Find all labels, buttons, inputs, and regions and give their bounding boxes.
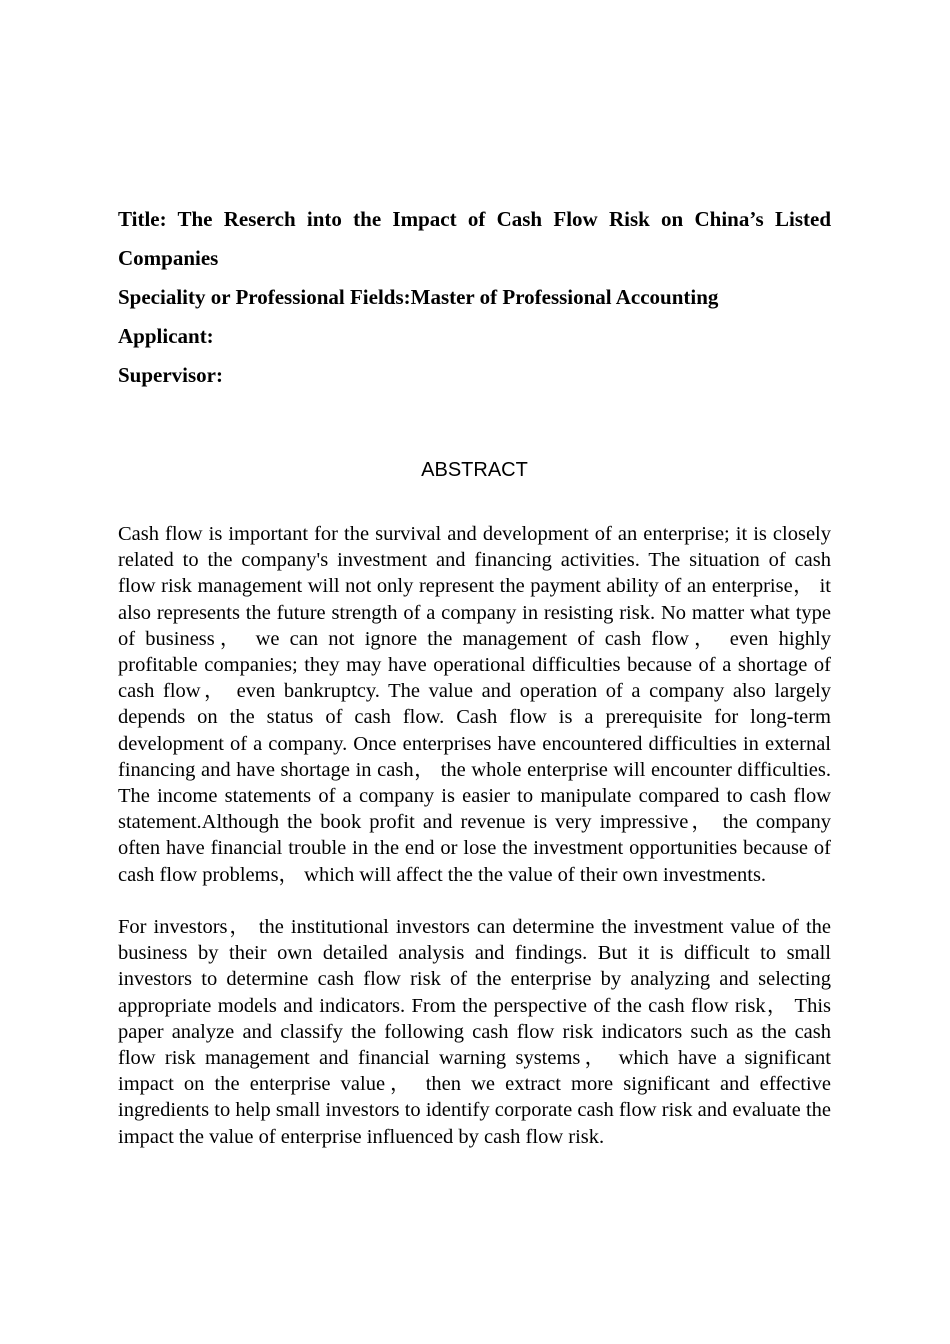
abstract-body: [118, 521, 831, 1150]
abstract-paragraph: For investors， the institutional investors can determine the investment value of the business by their own detailed analysis and findings. But it is difficult to small investors to determine cash flow risk of the enterprise by analyzing and selecting appropriate models and indicators. From the perspective of the cash flow risk， This paper analyze and classify the following cash flow risk indicators such as the cash flow risk management and financial warning systems， which have a significant impact on the enterprise value， then we extract more significant and effective ingredients to help small investors to identify corporate cash flow risk and evaluate the impact the value of enterprise influenced by cash flow risk.: [118, 916, 831, 1148]
thesis-title: Title: The Reserch into the Impact of Cash Flow Risk on China’s Listed Companies: [118, 207, 831, 270]
abstract-heading: ABSTRACT: [421, 459, 528, 481]
thesis-metadata: [118, 200, 831, 395]
speciality-field: Speciality or Professional Fields:Master of Professional Accounting: [118, 285, 719, 309]
supervisor-field: Supervisor:: [118, 363, 223, 387]
abstract-paragraph: Cash flow is important for the survival and development of an enterprise; it is closely related to the company's investment and financing activities. The situation of cash flow risk management will not only represent the payment ability of an enterprise， it also represents the future strength of a company in resisting risk. No matter what type of business， we can not ignore the management of cash flow， even highly profitable companies; they may have operational difficulties because of a shortage of cash flow， even bankruptcy. The value and operation of a company also largely depends on the status of cash flow. Cash flow is a prerequisite for long-term development of a company. Once enterprises have encountered difficulties in external financing and have shortage in cash， the whole enterprise will encounter difficulties. The income statements of a company is easier to manipulate compared to cash flow statement.Although the book profit and revenue is very impressive， the company often have financial trouble in the end or lose the investment opportunities because of cash flow problems， which will affect the the value of their own investments.: [118, 523, 831, 886]
applicant-field: Applicant:: [118, 324, 214, 348]
